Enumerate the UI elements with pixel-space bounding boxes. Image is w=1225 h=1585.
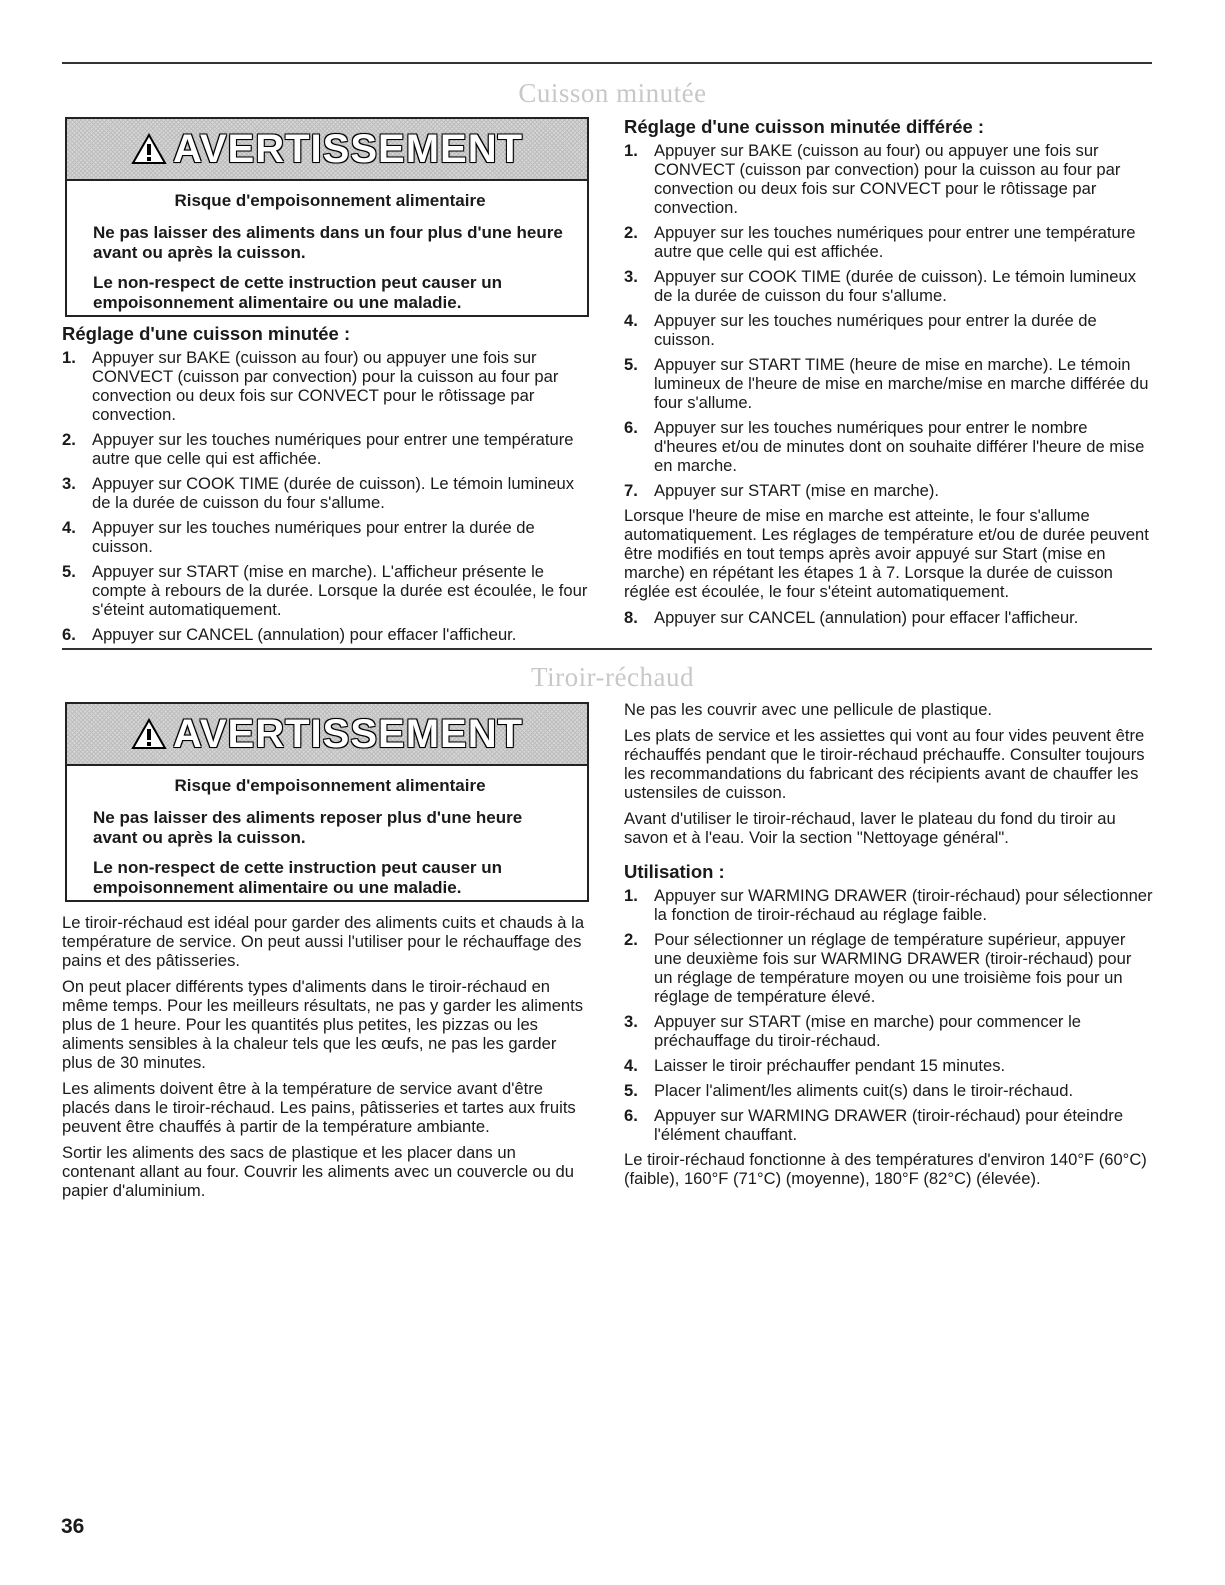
heading-reglage-cuisson-minutee: Réglage d'une cuisson minutée : xyxy=(62,323,351,344)
warning-line-2: Le non-respect de cette instruction peut causer un empoisonnement alimentaire ou une maladie. xyxy=(93,858,503,897)
list-item: 6. Appuyer sur les touches numériques pour entrer le nombre d'heures et/ou de minutes dont on souhaite différer l'heure de mise en marche. xyxy=(624,418,1145,475)
list-item: 1. Appuyer sur BAKE (cuisson au four) ou appuyer une fois sur CONVECT (cuisson par convection) pour la cuisson au four par convection ou deux fois sur CONVECT pour le rôtissage par convection. xyxy=(62,348,559,424)
steps-list-1 xyxy=(62,348,590,644)
section2-right-column xyxy=(624,700,1154,1195)
warning-heading: AVERTISSEMENT xyxy=(172,126,524,171)
paragraph: Les aliments doivent être à la température de service avant d'être placés dans le tiroir-réchaud. Les pains, pâtisseries et tartes aux fruits peuvent être chauffés à partir de la température ambiante. xyxy=(62,1079,576,1136)
paragraph: Avant d'utiliser le tiroir-réchaud, laver le plateau du fond du tiroir au savon et à l'eau. Voir la section "Nettoyage général". xyxy=(624,809,1116,847)
list-item: 2. Appuyer sur les touches numériques pour entrer une température autre que celle qui est affichée. xyxy=(62,430,574,468)
paragraph: Ne pas les couvrir avec une pellicule de plastique. xyxy=(624,700,993,719)
steps-list-2-cont xyxy=(624,608,1154,627)
section1-right-column xyxy=(624,116,1154,633)
warning-banner xyxy=(65,702,589,766)
warning-risk: Risque d'empoisonnement alimentaire xyxy=(174,191,486,210)
list-item: 5. Appuyer sur START (mise en marche). L'afficheur présente le compte à rebours de la durée. Lorsque la durée est écoulée, le four s'éteint automatiquement. xyxy=(62,562,588,619)
warning-triangle-icon xyxy=(131,718,167,750)
list-item: 4. Appuyer sur les touches numériques pour entrer la durée de cuisson. xyxy=(624,311,1097,349)
list-item: 8. Appuyer sur CANCEL (annulation) pour effacer l'afficheur. xyxy=(624,608,1079,627)
list-item: 6. Appuyer sur WARMING DRAWER (tiroir-réchaud) pour éteindre l'élément chauffant. xyxy=(624,1106,1124,1144)
list-item: 3. Appuyer sur START (mise en marche) pour commencer le préchauffage du tiroir-réchaud. xyxy=(624,1012,1081,1050)
section-title-cuisson-minutee: Cuisson minutée xyxy=(518,78,707,108)
paragraph: Le tiroir-réchaud est idéal pour garder des aliments cuits et chauds à la température de service. On peut aussi l'utiliser pour le réchauffage des pains et des pâtisseries. xyxy=(62,913,585,970)
steps-list-3 xyxy=(624,886,1154,1144)
warning-line-1: Ne pas laisser des aliments reposer plus d'une heure avant ou après la cuisson. xyxy=(93,808,523,847)
warning-line-1: Ne pas laisser des aliments dans un four plus d'une heure avant ou après la cuisson. xyxy=(93,223,563,262)
closing-paragraph: Le tiroir-réchaud fonctionne à des températures d'environ 140°F (60°C) (faible), 160°F (71°C) (moyenne), 180°F (82°C) (élevée). xyxy=(624,1150,1147,1188)
page-number: 36 xyxy=(61,1515,85,1538)
delayed-paragraph: Lorsque l'heure de mise en marche est atteinte, le four s'allume automatiquement. Les réglages de température et/ou de durée peuvent être modifiés en tout temps après avoir appuyé sur Start (mise en marche) en répétant les étapes 1 à 7. Lorsque la durée de cuisson réglée est écoulée, le four s'éteint automatiquement. xyxy=(624,506,1149,601)
heading-reglage-cuisson-differee: Réglage d'une cuisson minutée différée : xyxy=(624,116,985,137)
paragraph: On peut placer différents types d'aliments dans le tiroir-réchaud en même temps. Pour les meilleurs résultats, ne pas y garder les aliments plus de 1 heure. Pour les quantités plus petites, les pizzas ou les aliments sensibles à la chaleur tels que les œufs, ne pas les garder plus de 30 minutes. xyxy=(62,977,584,1072)
section-title-tiroir-rechaud: Tiroir-réchaud xyxy=(531,662,694,692)
middle-rule xyxy=(62,648,1152,650)
paragraph: Les plats de service et les assiettes qui vont au four vides peuvent être réchauffés pendant que le tiroir-réchaud préchauffe. Consulter toujours les recommandations du fabricant des récipients avant de chauffer les ustensiles de cuisson. xyxy=(624,726,1145,802)
list-item: 6. Appuyer sur CANCEL (annulation) pour effacer l'afficheur. xyxy=(62,625,517,644)
list-item: 2. Pour sélectionner un réglage de température supérieur, appuyer une deuxième fois sur WARMING DRAWER (tiroir-réchaud) pour un réglage de température moyen ou une troisième fois pour un réglage de température élevé. xyxy=(624,930,1132,1006)
list-item: 3. Appuyer sur COOK TIME (durée de cuisson). Le témoin lumineux de la durée de cuisson du four s'allume. xyxy=(62,474,575,512)
top-rule xyxy=(62,62,1152,64)
heading-utilisation: Utilisation : xyxy=(624,861,725,882)
list-item: 5. Appuyer sur START TIME (heure de mise en marche). Le témoin lumineux de l'heure de mise en marche/mise en marche différée du four s'allume. xyxy=(624,355,1149,412)
warning-box-2 xyxy=(65,702,589,902)
list-item: 1. Appuyer sur BAKE (cuisson au four) ou appuyer une fois sur CONVECT (cuisson par convection) pour la cuisson au four par convection ou deux fois sur CONVECT pour le rôtissage par convection. xyxy=(624,141,1121,217)
section1-left-column xyxy=(62,323,590,650)
steps-list-2 xyxy=(624,141,1154,500)
warning-line-2: Le non-respect de cette instruction peut causer un empoisonnement alimentaire ou une maladie. xyxy=(93,273,503,312)
list-item: 1. Appuyer sur WARMING DRAWER (tiroir-réchaud) pour sélectionner la fonction de tiroir-réchaud au réglage faible. xyxy=(624,886,1153,924)
list-item: 3. Appuyer sur COOK TIME (durée de cuisson). Le témoin lumineux de la durée de cuisson du four s'allume. xyxy=(624,267,1137,305)
warning-triangle-icon xyxy=(131,133,167,165)
list-item: 2. Appuyer sur les touches numériques pour entrer une température autre que celle qui est affichée. xyxy=(624,223,1136,261)
section2-left-column xyxy=(62,913,590,1207)
paragraph: Sortir les aliments des sacs de plastique et les placer dans un contenant allant au four. Couvrir les aliments avec un couvercle ou du papier d'aluminium. xyxy=(62,1143,574,1200)
list-item: 7. Appuyer sur START (mise en marche). xyxy=(624,481,939,500)
list-item: 4. Appuyer sur les touches numériques pour entrer la durée de cuisson. xyxy=(62,518,535,556)
warning-box-1 xyxy=(65,117,589,317)
warning-banner xyxy=(65,117,589,181)
list-item: 5. Placer l'aliment/les aliments cuit(s) dans le tiroir-réchaud. xyxy=(624,1081,1074,1100)
list-item: 4. Laisser le tiroir préchauffer pendant 15 minutes. xyxy=(624,1056,1006,1075)
warning-risk: Risque d'empoisonnement alimentaire xyxy=(174,776,486,795)
warning-heading: AVERTISSEMENT xyxy=(172,711,524,756)
